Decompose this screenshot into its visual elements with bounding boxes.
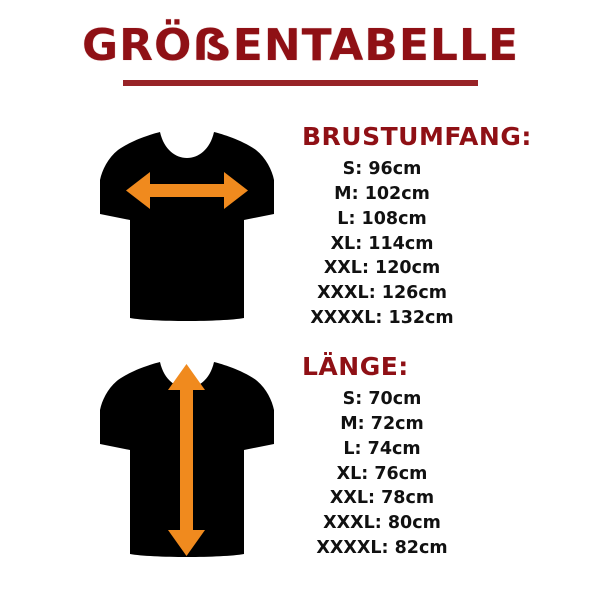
title-underline-rule — [123, 80, 478, 86]
row-size-label: M: — [340, 413, 371, 434]
row-size-label: XXXL: — [323, 513, 388, 534]
table-row — [296, 462, 468, 487]
table-row — [296, 281, 468, 306]
row-size-value: 102cm — [364, 183, 430, 204]
row-size-label: XXXL: — [317, 283, 382, 304]
row-size-label: XXXXL: — [310, 308, 389, 329]
row-size-value: 78cm — [381, 488, 435, 509]
chest-measurements — [296, 122, 586, 331]
table-row — [296, 486, 468, 511]
table-row — [296, 306, 468, 331]
row-size-label: XXXXL: — [316, 538, 395, 559]
table-row — [296, 256, 468, 281]
table-row — [296, 157, 468, 182]
row-size-label: L: — [337, 208, 362, 229]
table-row — [296, 182, 468, 207]
table-row — [296, 536, 468, 561]
section-chest — [0, 122, 601, 342]
table-row — [296, 412, 468, 437]
row-size-value: 74cm — [367, 438, 421, 459]
row-size-value: 132cm — [388, 308, 454, 329]
page-title: GRÖẞENTABELLE — [81, 20, 520, 71]
length-heading: LÄNGE: — [302, 352, 409, 381]
row-size-label: XL: — [330, 233, 369, 254]
row-size-value: 70cm — [368, 389, 422, 409]
table-row — [296, 207, 468, 232]
title-block — [0, 20, 601, 86]
row-size-value: 114cm — [368, 233, 434, 254]
tshirt-front-icon-length — [92, 352, 282, 552]
row-size-value: 126cm — [381, 283, 447, 304]
table-row — [296, 232, 468, 257]
section-length — [0, 352, 601, 582]
row-size-label: S: — [342, 389, 369, 409]
row-size-value: 108cm — [361, 208, 427, 229]
tshirt-front-icon-chest — [92, 122, 282, 322]
row-size-label: XL: — [336, 463, 375, 484]
row-size-value: 76cm — [374, 463, 428, 484]
row-size-label: M: — [334, 183, 365, 204]
table-row — [296, 511, 468, 536]
length-measurements — [296, 352, 586, 561]
row-size-value: 120cm — [375, 258, 441, 279]
row-size-value: 80cm — [387, 513, 441, 534]
row-size-value: 82cm — [394, 538, 448, 559]
table-row — [296, 437, 468, 462]
row-size-value: 96cm — [368, 159, 422, 179]
row-size-value: 72cm — [370, 413, 424, 434]
row-size-label: S: — [342, 159, 369, 179]
row-size-label: XXL: — [323, 258, 376, 279]
table-row — [296, 387, 468, 412]
chest-rows — [296, 157, 586, 331]
chest-heading: BRUSTUMFANG: — [302, 122, 532, 151]
length-rows — [296, 387, 586, 561]
row-size-label: L: — [343, 438, 368, 459]
row-size-label: XXL: — [329, 488, 382, 509]
